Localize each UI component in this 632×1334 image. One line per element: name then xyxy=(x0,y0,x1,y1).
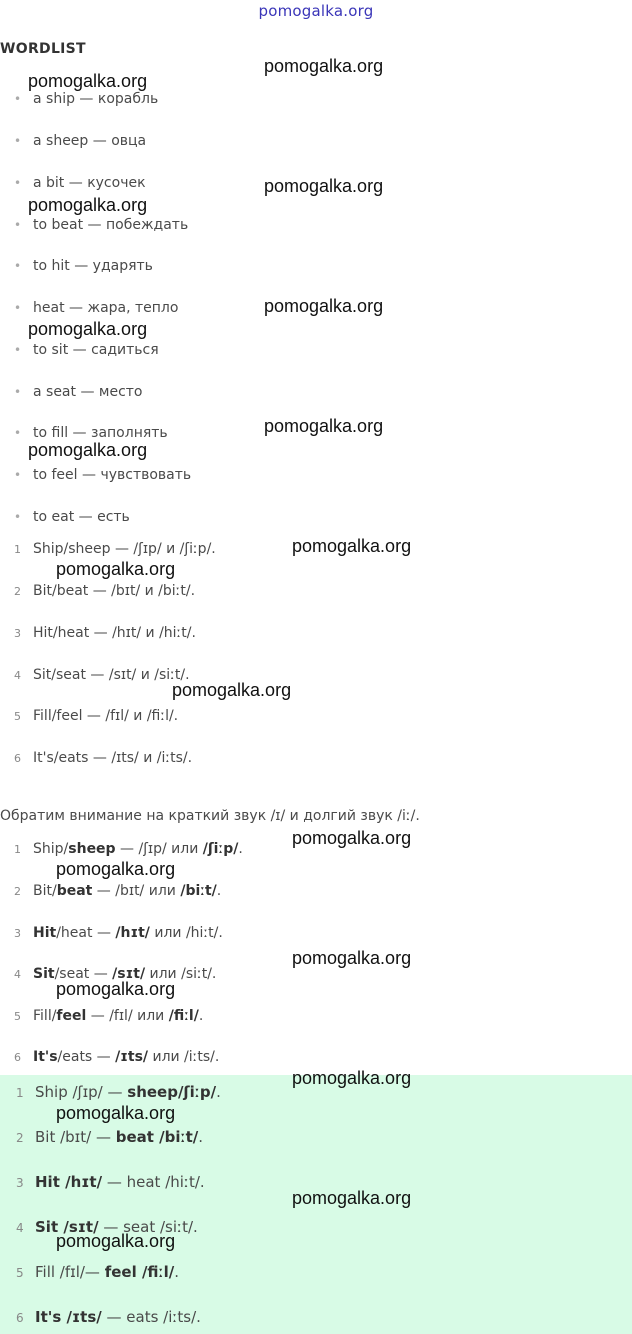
list-item: • to beat — побеждать xyxy=(14,217,189,233)
note-text: Обратим внимание на краткий звук /ɪ/ и долгий звук /iː/. xyxy=(0,808,420,824)
watermark: pomogalka.org xyxy=(56,859,176,879)
answer-item: 1 Ship /ʃɪp/ — sheep/ʃiːp/. xyxy=(16,1083,221,1101)
transcription-item: 1 Ship/sheep — /ʃɪp/ и /ʃiːp/. xyxy=(14,541,216,557)
watermark: pomogalka.org xyxy=(292,1068,412,1088)
list-item: • to feel — чувствовать xyxy=(14,467,192,483)
bullet-icon: • xyxy=(14,343,22,357)
bullet-icon: • xyxy=(14,468,22,482)
watermark: pomogalka.org xyxy=(264,296,384,316)
answer-item: 4 Sit /sɪt/ — seat /siːt/. xyxy=(16,1218,198,1236)
bullet-icon: • xyxy=(14,218,22,232)
watermark: pomogalka.org xyxy=(28,195,148,215)
watermark: pomogalka.org xyxy=(28,440,148,460)
emphasis-item: 3 Hit/heat — /hɪt/ или /hiːt/. xyxy=(14,925,223,941)
answer-item: 3 Hit /hɪt/ — heat /hiːt/. xyxy=(16,1173,205,1191)
watermark: pomogalka.org xyxy=(264,416,384,436)
emphasis-item: 6 It's/eats — /ɪts/ или /iːts/. xyxy=(14,1049,220,1065)
wordlist-title: WORDLIST xyxy=(0,41,86,57)
list-item: • a sheep — овца xyxy=(14,133,147,149)
list-item: • to eat — есть xyxy=(14,509,130,525)
list-item: • to fill — заполнять xyxy=(14,425,168,441)
watermark: pomogalka.org xyxy=(56,559,176,579)
list-item: • heat — жара, тепло xyxy=(14,300,179,316)
emphasis-item: 4 Sit/seat — /sɪt/ или /siːt/. xyxy=(14,966,217,982)
watermark: pomogalka.org xyxy=(28,71,148,91)
list-item: • to sit — садиться xyxy=(14,342,159,358)
watermark: pomogalka.org xyxy=(292,948,412,968)
watermark: pomogalka.org xyxy=(292,1188,412,1208)
bullet-icon: • xyxy=(14,176,22,190)
transcription-item: 5 Fill/feel — /fɪl/ и /fiːl/. xyxy=(14,708,179,724)
watermark: pomogalka.org xyxy=(292,536,412,556)
emphasis-item: 1 Ship/sheep — /ʃɪp/ или /ʃiːp/. xyxy=(14,841,243,857)
bullet-icon: • xyxy=(14,426,22,440)
transcription-item: 3 Hit/heat — /hɪt/ и /hiːt/. xyxy=(14,625,196,641)
watermark: pomogalka.org xyxy=(264,56,384,76)
bullet-icon: • xyxy=(14,92,22,106)
watermark: pomogalka.org xyxy=(56,1231,176,1251)
bullet-icon: • xyxy=(14,134,22,148)
bullet-icon: • xyxy=(14,301,22,315)
watermark: pomogalka.org xyxy=(292,828,412,848)
watermark: pomogalka.org xyxy=(264,176,384,196)
transcription-item: 6 It's/eats — /ɪts/ и /iːts/. xyxy=(14,750,193,766)
list-item: • a ship — корабль xyxy=(14,91,159,107)
list-item: • to hit — ударять xyxy=(14,258,153,274)
transcription-item: 4 Sit/seat — /sɪt/ и /siːt/. xyxy=(14,667,190,683)
site-header[interactable]: pomogalka.org xyxy=(258,2,374,20)
emphasis-item: 5 Fill/feel — /fɪl/ или /fiːl/. xyxy=(14,1008,204,1024)
watermark: pomogalka.org xyxy=(28,319,148,339)
bullet-icon: • xyxy=(14,510,22,524)
answer-item: 5 Fill /fɪl/— feel /fiːl/. xyxy=(16,1263,180,1281)
watermark: pomogalka.org xyxy=(56,979,176,999)
emphasis-item: 2 Bit/beat — /bɪt/ или /biːt/. xyxy=(14,883,222,899)
bullet-icon: • xyxy=(14,259,22,273)
list-item: • a seat — место xyxy=(14,384,143,400)
answer-item: 2 Bit /bɪt/ — beat /biːt/. xyxy=(16,1128,204,1146)
transcription-item: 2 Bit/beat — /bɪt/ и /biːt/. xyxy=(14,583,196,599)
bullet-icon: • xyxy=(14,385,22,399)
watermark: pomogalka.org xyxy=(56,1103,176,1123)
watermark: pomogalka.org xyxy=(172,680,292,700)
answer-item: 6 It's /ɪts/ — eats /iːts/. xyxy=(16,1308,201,1326)
list-item: • a bit — кусочек xyxy=(14,175,146,191)
